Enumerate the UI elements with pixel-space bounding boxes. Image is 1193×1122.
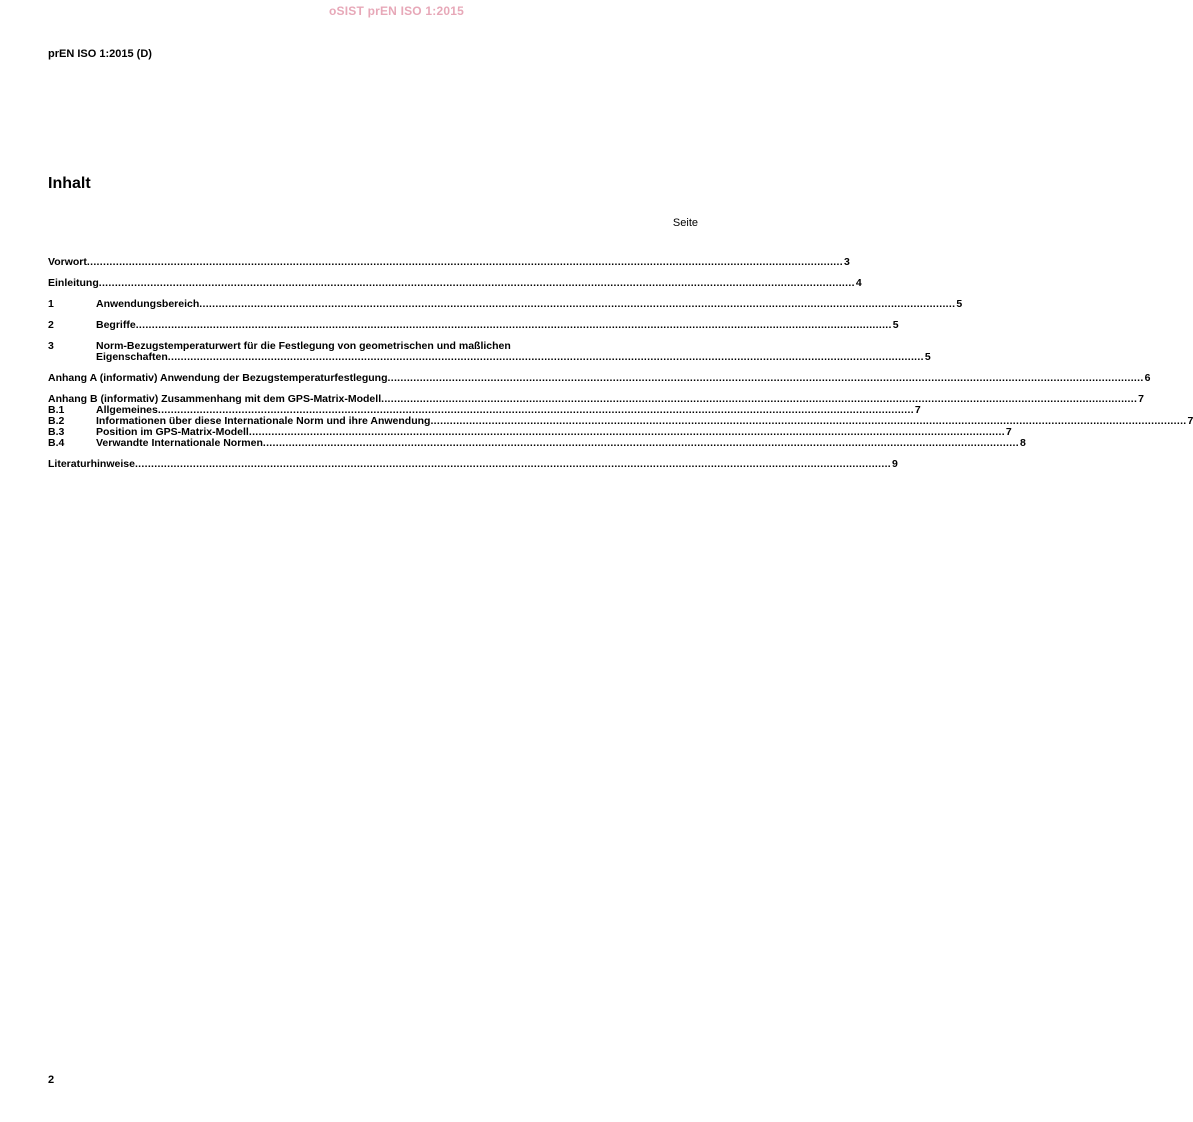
dot-leader xyxy=(87,257,843,268)
toc-entry-number: 1 xyxy=(48,298,54,310)
toc-entry-vorwort[interactable] xyxy=(48,256,850,268)
dot-leader xyxy=(99,278,855,289)
page-column-label: Seite xyxy=(672,217,698,229)
toc-entry-b4[interactable] xyxy=(48,437,1026,449)
dot-leader xyxy=(263,438,1019,449)
toc-entry-literaturhinweise[interactable] xyxy=(48,458,898,470)
toc-entry-title-line1: Norm-Bezugstemperaturwert für die Festlegung von geometrischen und maßlichen xyxy=(96,340,511,352)
document-id: prEN ISO 1:2015 (D) xyxy=(48,48,152,60)
toc-entry-page: 4 xyxy=(855,277,862,289)
dot-leader xyxy=(135,459,891,470)
toc-heading: Inhalt xyxy=(48,175,91,192)
toc-entry-anwendungsbereich[interactable] xyxy=(48,298,963,310)
dot-leader xyxy=(168,352,924,363)
toc-entry-page: 8 xyxy=(1019,437,1026,449)
toc-entry-page: 9 xyxy=(892,458,898,470)
toc-entry-number: B.3 xyxy=(48,426,65,438)
toc-entry-page: 5 xyxy=(924,351,931,363)
toc-entry-page: 7 xyxy=(1138,393,1145,405)
table-of-contents xyxy=(48,256,1193,480)
toc-entry-title: Allgemeines xyxy=(96,404,158,416)
toc-entry-number: B.4 xyxy=(48,437,65,449)
toc-entry-title: Anwendungsbereich xyxy=(96,298,200,310)
toc-entry-norm-bezugstemperaturwert[interactable] xyxy=(48,340,931,363)
toc-entry-page: 5 xyxy=(956,298,963,310)
toc-entry-page: 3 xyxy=(843,256,850,268)
toc-entry-page: 7 xyxy=(1005,426,1012,438)
toc-entry-number: B.1 xyxy=(48,404,65,416)
toc-entry-title: Anhang A (informativ) Anwendung der Bezugstemperaturfestlegung xyxy=(48,372,388,384)
toc-entry-title: Einleitung xyxy=(48,277,99,289)
dot-leader xyxy=(136,320,892,331)
toc-entry-number: 3 xyxy=(48,340,54,352)
page-number: 2 xyxy=(48,1074,55,1086)
toc-entry-number: 2 xyxy=(48,319,54,331)
toc-entry-einleitung[interactable] xyxy=(48,277,862,289)
watermark: oSIST prEN ISO 1:2015 xyxy=(329,4,464,18)
toc-entry-anhang-a[interactable] xyxy=(48,372,1151,384)
toc-entry-title: Verwandte Internationale Normen xyxy=(96,437,263,449)
toc-entry-title: Literaturhinweise xyxy=(48,458,135,470)
dot-leader xyxy=(388,373,1144,384)
toc-entry-page: 7 xyxy=(914,404,921,416)
toc-entry-begriffe[interactable] xyxy=(48,319,899,331)
dot-leader xyxy=(199,299,955,310)
toc-entry-title: Anhang B (informativ) Zusammenhang mit dem GPS-Matrix-Modell xyxy=(48,393,382,405)
toc-entry-title: Begriffe xyxy=(96,319,136,331)
toc-entry-page: 6 xyxy=(1144,372,1151,384)
toc-entry-page: 7 xyxy=(1187,415,1193,427)
toc-entry-title: Vorwort xyxy=(48,256,87,268)
toc-entry-title: Position im GPS-Matrix-Modell xyxy=(96,426,249,438)
toc-entry-title-line2: Eigenschaften xyxy=(96,351,168,363)
toc-entry-title: Informationen über diese Internationale Norm und ihre Anwendung xyxy=(96,415,431,427)
toc-entry-number: B.2 xyxy=(48,415,65,427)
toc-entry-page: 5 xyxy=(892,319,899,331)
